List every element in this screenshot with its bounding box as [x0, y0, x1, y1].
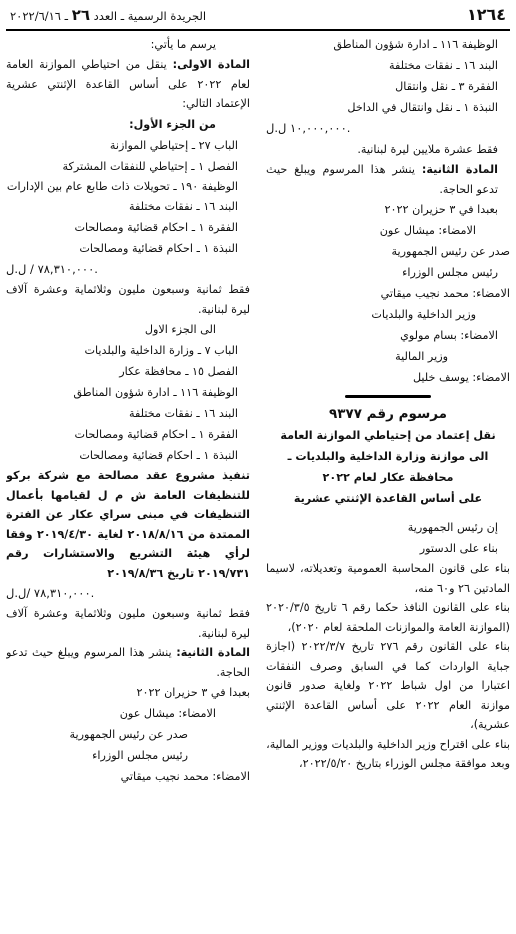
- budget-line: الفصل ١ ـ إحتياطي للنفقات المشتركة: [62, 159, 238, 173]
- sign-date: بعبدا في ٣ حزيران ٢٠٢٢: [384, 203, 498, 216]
- budget-line: البند ١٦ ـ نفقات مختلفة: [128, 200, 238, 213]
- to-part-label: الى الجزء الاول: [144, 323, 216, 336]
- page-header: [6, 4, 510, 26]
- pm-signature: الامضاء: محمد نجيب ميقاتي: [120, 770, 250, 783]
- decree-subtitle: نقل إعتماد من إحتياطي الموازنة العامة: [280, 429, 496, 442]
- constitution-recital: بناء على الدستور: [419, 542, 498, 555]
- spacer: [266, 509, 510, 517]
- section-divider: [266, 388, 510, 404]
- budget-line: الفقرة ١ ـ احكام قضائية ومصالحات: [74, 221, 238, 234]
- decree-subtitle: محافظة عكار لعام ٢٠٢٢: [322, 471, 454, 484]
- budget-line: الباب ٢٧ ـ إحتياطي الموازنة: [109, 138, 238, 152]
- budget-line: النبذة ١ ـ احكام قضائية ومصالحات: [79, 242, 238, 255]
- issued-by: صدر عن رئيس الجمهورية: [391, 245, 510, 258]
- recital: بناء على القانون رقم ٢٧٦ تاريخ ٢٠٢٢/٣/٧ (اجازة جباية الواردات كما في السابق وصرف النفقات اعتبارا من اول شباط ٢٠٢٢ ولغاية صدور قانون موازنة العام ٢٠٢٢ على أساس القاعدة الإثنتي عشرية)،: [266, 640, 510, 731]
- amount-words: فقط عشرة ملايين ليرة لبنانية.: [357, 143, 498, 156]
- recital: بناء على قانون المحاسبة العمومية وتعديلاته، لاسيما المادتين ٢٦ و٦٠ منه،: [266, 562, 510, 595]
- sign-date: بعبدا في ٣ حزيران ٢٠٢٢: [136, 686, 250, 699]
- pm-title: رئيس مجلس الوزراء: [92, 749, 188, 762]
- article-1-text: ينقل من احتياطي الموازنة العامة لعام ٢٠٢٢ على أساس القاعدة الإثنتي عشرية الإعتماد التالي:: [6, 58, 250, 110]
- decree-subtitle: الى موازنة وزارة الداخلية والبلديات ـ: [287, 450, 489, 463]
- recital: وبعد موافقة مجلس الوزراء بتاريخ ٢٠٢٢/٥/٢٠،: [299, 757, 510, 770]
- amount: ٧٨,٣١٠,٠٠٠ / ل.ل.: [6, 262, 98, 276]
- budget-line: الفقرة ١ ـ احكام قضائية ومصالحات: [74, 428, 238, 441]
- budget-line: البند ١٦ ـ نفقات مختلفة: [388, 59, 498, 72]
- decree-title: مرسوم رقم ٩٣٧٧: [329, 406, 447, 422]
- right-column: [266, 34, 510, 774]
- pm-title: رئيس مجلس الوزراء: [402, 266, 498, 279]
- header-rule: [6, 29, 510, 31]
- budget-line: النبذة ١ ـ نقل وانتقال في الداخل: [347, 101, 498, 114]
- budget-line: الفقرة ٣ ـ نقل وانتقال: [395, 80, 498, 93]
- budget-line: الوظيفة ١٩٠ ـ تحويلات ذات طابع عام بين الإدارات: [6, 179, 238, 193]
- purpose-text: تنفيذ مشروع عقد مصالحة مع شركة بركو للتنظيفات العامة ش م ل لقيامها بأعمال التنظيفات في مبنى سراي عكار عن الفترة الممتدة من ٢٠١٨/٨/١٦ لغاية ٢٠١٩/٤/٣٠ وفقا لرأي هيئة التشريع والاستشارات رقم ٢٠١٩/٧٣١ تاريخ ٢٠١٩/٨/٣٦: [6, 469, 250, 580]
- article-2-label: المادة الثانية:: [176, 646, 250, 659]
- budget-line: الوظيفة ١١٦ ـ ادارة شؤون المناطق: [333, 38, 498, 51]
- article-2-text: ينشر هذا المرسوم ويبلغ حيث تدعو الحاجة.: [266, 163, 498, 196]
- finance-minister-title: وزير المالية: [395, 350, 448, 363]
- decrees-intro: يرسم ما يأتي:: [150, 38, 216, 51]
- article-2: [6, 643, 250, 682]
- page-number: ١٢٦٤: [466, 5, 506, 24]
- interior-minister-signature: الامضاء: بسام مولوي: [400, 329, 498, 342]
- issue-date: ـ ٢٠٢٢/٦/١٦: [10, 9, 69, 23]
- pm-signature: الامضاء: محمد نجيب ميقاتي: [380, 287, 510, 300]
- amount-words: فقط ثمانية وسبعون مليون وثلاثماية وعشرة آلاف ليرة لبنانية.: [6, 607, 250, 640]
- issued-by: صدر عن رئيس الجمهورية: [69, 728, 188, 741]
- gazette-info: [10, 6, 206, 24]
- article-1-label: المادة الاولى:: [172, 58, 250, 71]
- recital: بناء على القانون النافذ حكما رقم ٦ تاريخ ٢٠٢٠/٣/٥ (الموازنة العامة والموازنات الملحقة لعام ٢٠٢٠)،: [266, 601, 510, 634]
- budget-line: الفصل ١٥ ـ محافظة عكار: [119, 365, 238, 378]
- amount: ٧٨,٣١٠,٠٠٠ /ل.ل.: [6, 586, 95, 600]
- budget-line: الباب ٧ ـ وزارة الداخلية والبلديات: [84, 344, 238, 357]
- budget-line: الوظيفة ١١٦ ـ ادارة شؤون المناطق: [73, 386, 238, 399]
- president-signature: الامضاء: ميشال عون: [379, 224, 476, 237]
- from-part-label: من الجزء الأول:: [129, 117, 216, 131]
- budget-line: البند ١٦ ـ نفقات مختلفة: [128, 407, 238, 420]
- article-2: [266, 160, 510, 199]
- interior-minister-title: وزير الداخلية والبلديات: [371, 308, 476, 321]
- recital: بناء على اقتراح وزير الداخلية والبلديات ووزير المالية،: [266, 737, 510, 751]
- left-column: [6, 34, 250, 787]
- decree-subtitle: على أساس القاعدة الإثنتي عشرية: [293, 492, 483, 505]
- gazette-title: الجريدة الرسمية ـ العدد: [93, 9, 207, 23]
- issue-number: ٢٦: [71, 6, 90, 24]
- budget-line: النبذة ١ ـ احكام قضائية ومصالحات: [79, 449, 238, 462]
- president-signature: الامضاء: ميشال عون: [119, 707, 216, 720]
- finance-minister-signature: الامضاء: يوسف خليل: [412, 371, 510, 384]
- article-2-label: المادة الثانية:: [421, 163, 498, 176]
- article-2-text: ينشر هذا المرسوم ويبلغ حيث تدعو الحاجة.: [6, 646, 250, 679]
- amount-words: فقط ثمانية وسبعون مليون وثلاثماية وعشرة آلاف ليرة لبنانية.: [6, 283, 250, 316]
- article-1: [6, 55, 250, 114]
- president-intro: إن رئيس الجمهورية: [407, 521, 498, 534]
- amount: ١٠,٠٠٠,٠٠٠ ل.ل.: [266, 121, 351, 135]
